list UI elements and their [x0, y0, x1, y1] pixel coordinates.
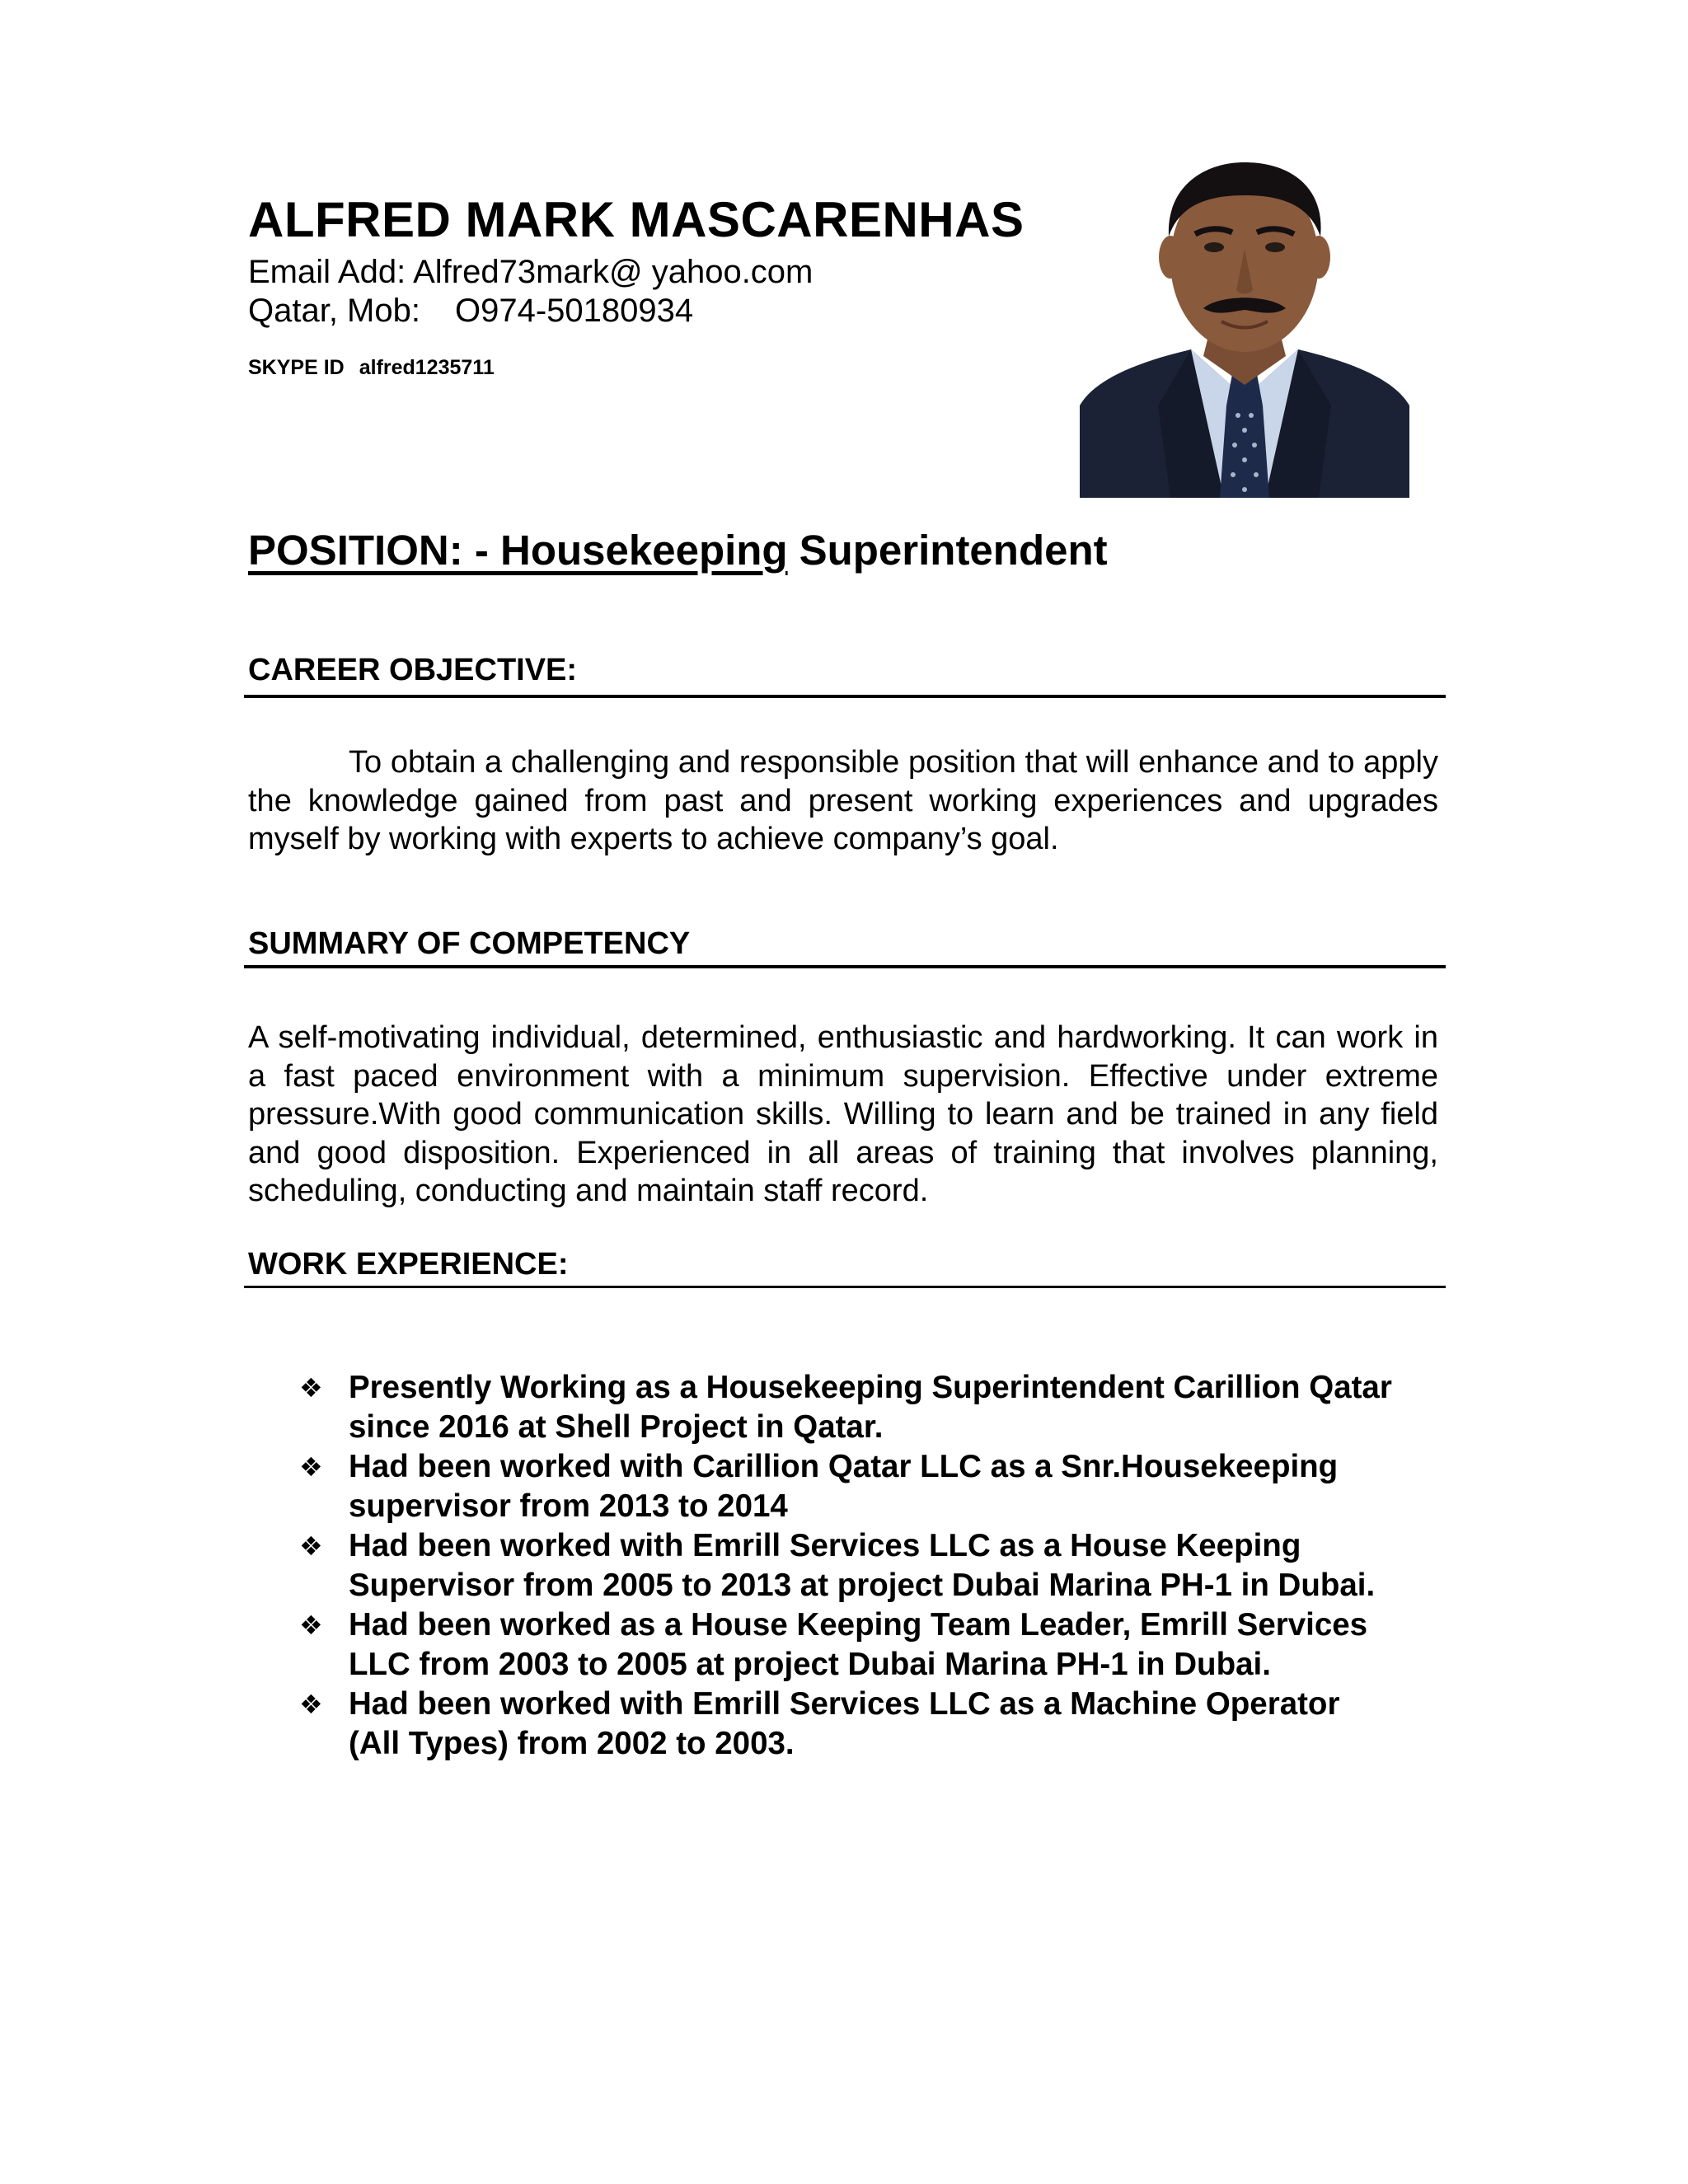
diamond-bullet-icon: ❖ — [299, 1372, 323, 1404]
section-divider — [244, 695, 1446, 698]
position-label: POSITION: - Housekeeping — [248, 527, 788, 574]
list-item — [248, 1605, 1451, 1685]
position-title — [248, 526, 1108, 574]
experience-line: Had been worked as a House Keeping Team Leader, Emrill Services — [349, 1607, 1368, 1643]
skype-line — [248, 356, 495, 380]
diamond-bullet-icon: ❖ — [299, 1610, 323, 1641]
position-rest: Superintendent — [799, 527, 1108, 574]
career-objective-heading: CAREER OBJECTIVE: — [248, 653, 578, 687]
diamond-bullet-icon: ❖ — [299, 1530, 323, 1562]
career-objective-text: To obtain a challenging and responsible position that will enhance and to apply the knowledge gained from past and present working experiences and upgrades myself by working with experts to achieve company’s goal. — [248, 745, 1438, 856]
skype-id: alfred1235711 — [359, 356, 495, 379]
experience-line: Presently Working as a Housekeeping Superintendent Carillion Qatar — [349, 1370, 1392, 1405]
work-experience-list — [248, 1368, 1451, 1764]
experience-line: Supervisor from 2005 to 2013 at project Dubai Marina PH-1 in Dubai. — [349, 1568, 1376, 1603]
experience-line: Had been worked with Carillion Qatar LLC as a Snr.Housekeeping — [349, 1449, 1339, 1484]
list-item — [248, 1447, 1451, 1526]
mobile-number: O974-50180934 — [454, 293, 694, 329]
portrait-photo — [1080, 158, 1409, 498]
experience-line: Had been worked with Emrill Services LLC as a House Keeping — [349, 1528, 1301, 1563]
summary-text: A self-motivating individual, determined, enthusiastic and hardworking. It can work in a fast paced environment with a minimum supervision. Effective under extreme pressure.With good communication skills. Willing to learn and be trained in any field and good disposition. Experienced in all areas of training that involves planning, scheduling, conducting and maintain staff record. — [248, 1020, 1438, 1208]
experience-line: since 2016 at Shell Project in Qatar. — [349, 1409, 884, 1445]
work-experience-heading: WORK EXPERIENCE: — [248, 1247, 569, 1282]
skype-label: SKYPE ID — [248, 356, 345, 379]
email-line: Email Add: Alfred73mark@ yahoo.com — [248, 254, 814, 290]
experience-line: Had been worked with Emrill Services LLC as a Machine Operator — [349, 1686, 1340, 1722]
diamond-bullet-icon: ❖ — [299, 1689, 323, 1720]
list-item — [248, 1526, 1451, 1605]
list-item — [248, 1368, 1451, 1447]
experience-line: supervisor from 2013 to 2014 — [349, 1488, 788, 1524]
candidate-name: ALFRED MARK MASCARENHAS — [248, 192, 1025, 247]
section-divider — [244, 1286, 1446, 1288]
experience-line: LLC from 2003 to 2005 at project Dubai Marina PH-1 in Dubai. — [349, 1647, 1271, 1682]
diamond-bullet-icon: ❖ — [299, 1451, 323, 1483]
list-item — [248, 1685, 1451, 1764]
summary-heading: SUMMARY OF COMPETENCY — [248, 926, 691, 961]
section-divider — [244, 965, 1446, 968]
experience-line: (All Types) from 2002 to 2003. — [349, 1726, 795, 1761]
mobile-label: Qatar, Mob: — [248, 293, 420, 329]
mobile-line — [248, 293, 693, 330]
